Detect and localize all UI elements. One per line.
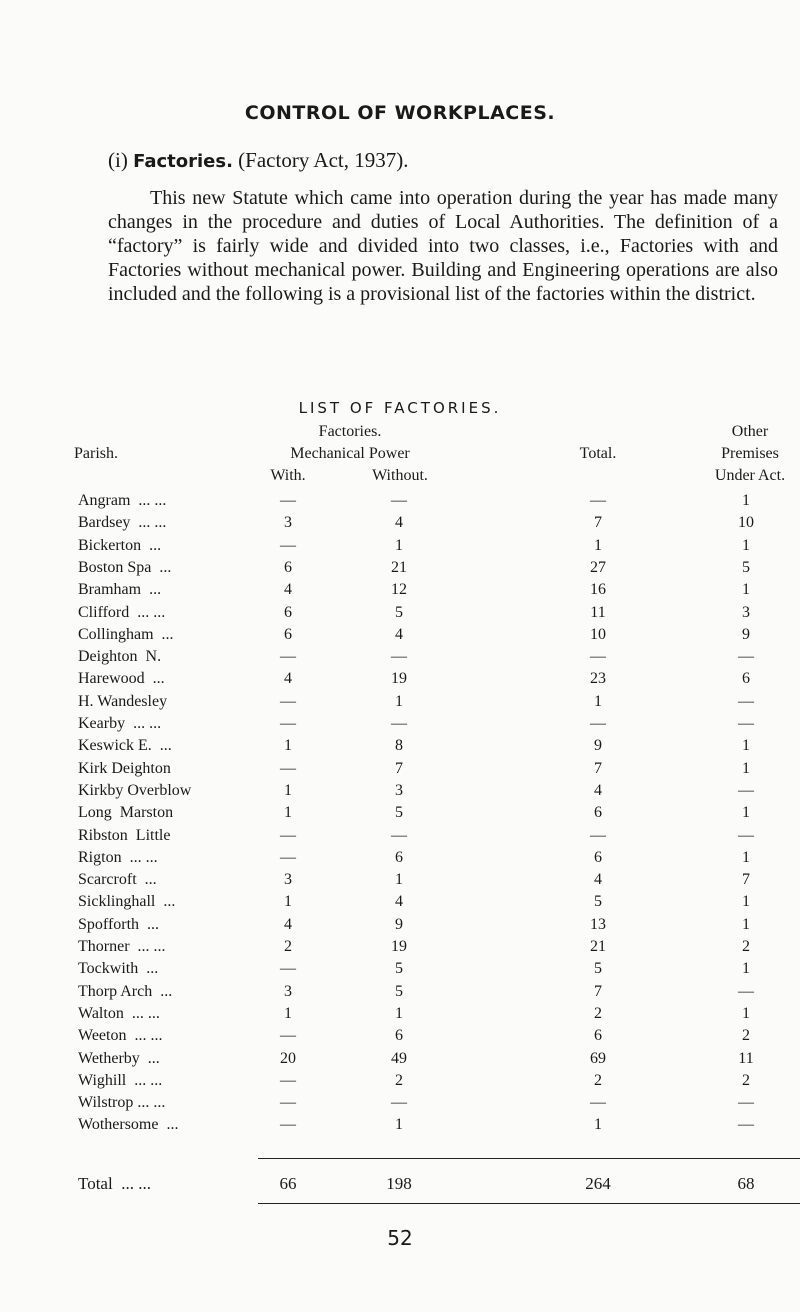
- cell-other: 1: [742, 581, 750, 599]
- cell-other: 1: [742, 1004, 750, 1022]
- cell-parish: Kearby ... ...: [78, 715, 162, 732]
- table-row: [0, 760, 800, 782]
- cell-without: 19: [391, 938, 407, 955]
- table-row: [0, 537, 800, 559]
- table-row: [0, 626, 800, 648]
- cell-other: 9: [742, 625, 750, 643]
- cell-without: 9: [395, 915, 403, 933]
- cell-with: 1: [284, 893, 292, 911]
- cell-without: —: [391, 1094, 407, 1112]
- cell-total: 5: [594, 960, 602, 978]
- cell-total: 13: [590, 915, 606, 933]
- table-row: [0, 670, 800, 692]
- cell-parish: Harewood ...: [78, 670, 165, 688]
- cell-without: 1: [395, 692, 403, 710]
- cell-total: 1: [594, 692, 602, 710]
- cell-without: —: [391, 648, 407, 666]
- cell-with: 2: [284, 938, 292, 955]
- cell-total: —: [590, 1094, 606, 1112]
- cell-total: 6: [594, 848, 602, 866]
- cell-total: 4: [594, 871, 602, 889]
- cell-total: 11: [590, 603, 606, 621]
- cell-total: 2: [594, 1004, 602, 1022]
- cell-parish: Sicklinghall ...: [78, 893, 176, 911]
- cell-parish: Bickerton ...: [78, 536, 162, 554]
- table-title: LIST OF FACTORIES.: [298, 399, 502, 417]
- table-row: [0, 849, 800, 871]
- cell-parish: Ribston Little: [78, 826, 171, 844]
- cell-with: 6: [284, 603, 292, 621]
- cell-without: 49: [391, 1049, 407, 1067]
- header-parish: Parish.: [74, 445, 118, 462]
- cell-other: 2: [742, 1071, 750, 1089]
- cell-with: —: [280, 648, 296, 666]
- cell-without: 6: [395, 1027, 403, 1045]
- cell-parish: Walton ... ...: [78, 1004, 160, 1022]
- total-total: 264: [585, 1174, 611, 1193]
- table-row: [0, 514, 800, 536]
- cell-other: 1: [742, 960, 750, 978]
- cell-parish: Deighton N.: [78, 648, 162, 666]
- cell-other: 1: [742, 848, 750, 866]
- cell-without: 5: [395, 982, 403, 1000]
- cell-total: 1: [594, 536, 602, 554]
- cell-other: —: [738, 982, 754, 1000]
- table-row: [0, 604, 800, 626]
- table-row: [0, 893, 800, 915]
- cell-with: —: [280, 715, 296, 732]
- cell-parish: Scarcroft ...: [78, 871, 157, 889]
- cell-parish: Wighill ... ...: [78, 1071, 163, 1089]
- cell-without: 4: [395, 625, 403, 643]
- table-row: [0, 1005, 800, 1027]
- cell-with: —: [280, 536, 296, 554]
- cell-parish: Collingham ...: [78, 625, 174, 643]
- total-rule-bottom: [258, 1203, 800, 1204]
- cell-with: —: [280, 1094, 296, 1112]
- cell-parish: Rigton ... ...: [78, 848, 158, 866]
- cell-parish: Bardsey ... ...: [78, 514, 167, 532]
- cell-other: 7: [742, 871, 750, 889]
- cell-other: 6: [742, 670, 750, 688]
- cell-total: —: [590, 826, 606, 844]
- section-number: (i): [108, 148, 128, 172]
- cell-without: 5: [395, 603, 403, 621]
- cell-parish: Wothersome ...: [78, 1116, 179, 1134]
- page-heading: CONTROL OF WORKPLACES.: [244, 102, 556, 124]
- cell-parish: H. Wandesley: [78, 692, 168, 710]
- cell-parish: Thorp Arch ...: [78, 982, 173, 1000]
- section-subheading: [108, 148, 408, 173]
- table-row: [0, 960, 800, 982]
- cell-other: 1: [742, 492, 750, 509]
- cell-parish: Clifford ... ...: [78, 603, 166, 621]
- cell-other: 1: [742, 893, 750, 911]
- intro-paragraph: This new Statute which came into operation during the year has made many changes in the procedure and duties of Local Authorities. The definition of a “factory” is fairly wide and divided into two classes, i.e., Factories with and Factories without mechanical power. Building and Engineering operations are also included and the following is a provisional list of the factories within the district.: [108, 187, 778, 305]
- cell-total: 2: [594, 1071, 602, 1089]
- cell-other: —: [738, 715, 754, 732]
- cell-without: 6: [395, 848, 403, 866]
- cell-without: —: [391, 492, 407, 509]
- cell-parish: Thorner ... ...: [78, 938, 166, 955]
- cell-without: 21: [391, 558, 407, 576]
- total-other: 68: [737, 1174, 755, 1193]
- cell-with: 4: [284, 581, 292, 599]
- table-row: [0, 1094, 800, 1116]
- cell-total: 7: [594, 759, 602, 777]
- cell-total: 27: [590, 558, 606, 576]
- cell-total: 6: [594, 1027, 602, 1045]
- cell-without: 2: [395, 1071, 403, 1089]
- table-row: [0, 827, 800, 849]
- cell-total: —: [590, 715, 606, 732]
- header-premises: Premises: [721, 445, 779, 462]
- cell-total: 7: [594, 514, 602, 532]
- section-act: (Factory Act, 1937).: [238, 148, 409, 172]
- cell-with: 1: [284, 1004, 292, 1022]
- cell-total: 4: [594, 781, 602, 799]
- header-other: Other: [731, 423, 769, 440]
- header-mechanical-power: Mechanical Power: [290, 445, 410, 462]
- cell-other: 11: [738, 1049, 754, 1067]
- table-row: [0, 581, 800, 603]
- table-row: [0, 1116, 800, 1138]
- cell-other: 1: [742, 536, 750, 554]
- cell-parish: Angram ... ...: [78, 492, 167, 509]
- cell-with: —: [280, 1071, 296, 1089]
- total-rule-top: [258, 1158, 800, 1159]
- cell-other: 3: [742, 603, 750, 621]
- cell-other: —: [738, 826, 754, 844]
- cell-parish: Spofforth ...: [78, 915, 160, 933]
- cell-other: —: [738, 692, 754, 710]
- cell-parish: Wilstrop ... ...: [78, 1094, 166, 1112]
- table-row: [0, 715, 800, 737]
- cell-other: 2: [742, 938, 750, 955]
- table-row: [0, 559, 800, 581]
- cell-total: 23: [590, 670, 606, 688]
- cell-with: —: [280, 492, 296, 509]
- cell-total: 16: [590, 581, 606, 599]
- total-label: Total ... ...: [78, 1174, 151, 1193]
- cell-with: —: [280, 960, 296, 978]
- cell-without: 4: [395, 514, 403, 532]
- cell-without: —: [391, 826, 407, 844]
- header-under-act: Under Act.: [714, 467, 786, 484]
- table-row: [0, 737, 800, 759]
- cell-parish: Kirk Deighton: [78, 759, 171, 777]
- cell-without: 1: [395, 1116, 403, 1134]
- total-with: 66: [279, 1174, 297, 1193]
- header-factories: Factories.: [318, 423, 382, 440]
- cell-other: —: [738, 648, 754, 666]
- cell-without: 5: [395, 960, 403, 978]
- table-row: [0, 693, 800, 715]
- cell-parish: Wetherby ...: [78, 1049, 160, 1067]
- cell-other: 1: [742, 759, 750, 777]
- cell-without: 12: [391, 581, 407, 599]
- cell-other: 10: [738, 514, 754, 532]
- table-row: [0, 782, 800, 804]
- cell-without: 5: [395, 804, 403, 822]
- cell-total: 5: [594, 893, 602, 911]
- cell-other: —: [738, 781, 754, 799]
- cell-with: —: [280, 759, 296, 777]
- cell-with: 1: [284, 804, 292, 822]
- cell-total: 69: [590, 1049, 606, 1067]
- table-row: [0, 916, 800, 938]
- cell-parish: Kirkby Overblow: [78, 781, 192, 799]
- table-row: [0, 1072, 800, 1094]
- cell-without: —: [391, 715, 407, 732]
- cell-with: 3: [284, 514, 292, 532]
- page-number: 52: [387, 1226, 413, 1250]
- cell-with: 6: [284, 625, 292, 643]
- cell-parish: Keswick E. ...: [78, 737, 172, 755]
- table-row: [0, 1050, 800, 1072]
- header-with: With.: [270, 467, 306, 484]
- cell-parish: Bramham ...: [78, 581, 162, 599]
- cell-without: 19: [391, 670, 407, 688]
- total-without: 198: [386, 1174, 412, 1193]
- cell-without: 1: [395, 536, 403, 554]
- table-row: [0, 871, 800, 893]
- table-row: [0, 648, 800, 670]
- cell-total: 1: [594, 1116, 602, 1134]
- header-total: Total.: [579, 445, 617, 462]
- cell-with: 1: [284, 737, 292, 755]
- cell-without: 4: [395, 893, 403, 911]
- cell-other: —: [738, 1094, 754, 1112]
- table-row: [0, 983, 800, 1005]
- cell-with: 3: [284, 982, 292, 1000]
- cell-parish: Tockwith ...: [78, 960, 159, 978]
- table-row: [0, 1027, 800, 1049]
- section-title: Factories.: [133, 151, 233, 172]
- cell-without: 1: [395, 1004, 403, 1022]
- cell-with: 1: [284, 781, 292, 799]
- cell-without: 7: [395, 759, 403, 777]
- cell-total: 7: [594, 982, 602, 1000]
- table-row: [0, 938, 800, 960]
- cell-without: 8: [395, 737, 403, 755]
- cell-with: 4: [284, 670, 292, 688]
- cell-total: 10: [590, 625, 606, 643]
- cell-parish: Weeton ... ...: [78, 1027, 163, 1045]
- cell-other: 2: [742, 1027, 750, 1045]
- cell-other: 1: [742, 737, 750, 755]
- cell-with: 20: [280, 1049, 296, 1067]
- cell-without: 3: [395, 781, 403, 799]
- cell-other: 1: [742, 804, 750, 822]
- cell-parish: Long Marston: [78, 804, 174, 822]
- cell-other: —: [738, 1116, 754, 1134]
- cell-other: 1: [742, 915, 750, 933]
- table-row: [0, 492, 800, 514]
- cell-without: 1: [395, 871, 403, 889]
- cell-with: 6: [284, 558, 292, 576]
- cell-with: —: [280, 692, 296, 710]
- cell-with: —: [280, 1027, 296, 1045]
- table-row: [0, 804, 800, 826]
- cell-total: 21: [590, 938, 606, 955]
- cell-total: 9: [594, 737, 602, 755]
- cell-with: 4: [284, 915, 292, 933]
- cell-with: —: [280, 826, 296, 844]
- cell-total: —: [590, 492, 606, 509]
- cell-with: 3: [284, 871, 292, 889]
- cell-with: —: [280, 1116, 296, 1134]
- cell-other: 5: [742, 558, 750, 576]
- cell-total: 6: [594, 804, 602, 822]
- cell-total: —: [590, 648, 606, 666]
- cell-parish: Boston Spa ...: [78, 558, 172, 576]
- header-without: Without.: [372, 467, 428, 484]
- cell-with: —: [280, 848, 296, 866]
